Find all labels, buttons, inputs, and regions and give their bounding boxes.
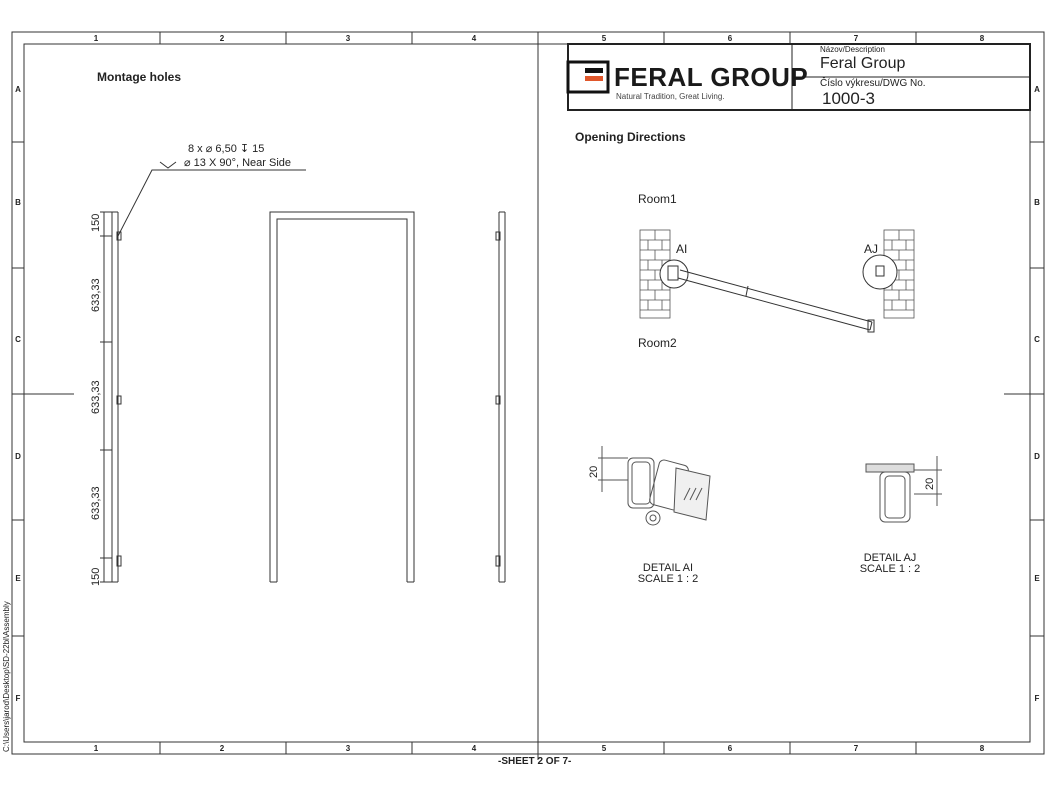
zone-col-7: 7 (853, 34, 859, 43)
room1-label: Room1 (638, 192, 677, 206)
callout-line-1: 8 x ⌀ 6,50 ↧ 15 (188, 143, 265, 155)
file-path: C:\Users\jarod\Desktop\SD-22bl\Assembly (2, 601, 11, 752)
dim-ai: 20 (588, 465, 600, 478)
zone-col-2-bottom: 2 (219, 744, 225, 753)
feral-logo-icon (568, 62, 608, 92)
zone-col-3-bottom: 3 (345, 744, 351, 753)
detail-ai-drawing (598, 446, 710, 525)
zone-col-8: 8 (979, 34, 985, 43)
zone-col-6-bottom: 6 (727, 744, 733, 753)
zone-row-e: E (15, 574, 21, 583)
zone-row-c: C (15, 335, 21, 344)
zone-row-f-right: F (1034, 694, 1040, 703)
dim-633-2: 633,33 (90, 380, 102, 414)
logo-text: FERAL GROUP (614, 62, 809, 92)
dwg-number-label: Číslo výkresu/DWG No. (820, 78, 926, 89)
zone-col-6: 6 (727, 34, 733, 43)
zone-row-a: A (15, 85, 21, 94)
room2-label: Room2 (638, 336, 677, 350)
zone-row-d: D (15, 452, 21, 461)
marker-ai: AI (676, 242, 688, 256)
zone-row-b-right: B (1034, 198, 1040, 207)
description-value: Feral Group (820, 55, 906, 72)
dim-aj: 20 (924, 477, 936, 490)
dwg-number-value: 1000-3 (822, 89, 875, 108)
detail-ai-scale: SCALE 1 : 2 (637, 573, 699, 585)
callout-line-2: ⌀ 13 X 90°, Near Side (184, 157, 292, 169)
zone-row-b: B (15, 198, 21, 207)
zone-row-d-right: D (1034, 452, 1040, 461)
zone-col-1-bottom: 1 (93, 744, 99, 753)
detail-aj-scale: SCALE 1 : 2 (859, 563, 921, 575)
dim-633-1: 633,33 (90, 278, 102, 312)
sheet-number: -SHEET 2 OF 7- (498, 756, 572, 767)
zone-row-a-right: A (1034, 85, 1040, 94)
zone-col-7-bottom: 7 (853, 744, 859, 753)
detail-ai-title: DETAIL AI (642, 562, 694, 574)
zone-row-c-right: C (1034, 335, 1040, 344)
dim-633-3: 633,33 (90, 486, 102, 520)
description-label: Názov/Description (820, 45, 885, 54)
zone-col-2: 2 (219, 34, 225, 43)
montage-holes-title: Montage holes (97, 70, 182, 84)
zone-row-f: F (15, 694, 21, 703)
zone-col-1: 1 (93, 34, 99, 43)
zone-col-3: 3 (345, 34, 351, 43)
zone-col-5-bottom: 5 (601, 744, 607, 753)
dim-150-top: 150 (90, 213, 102, 232)
zone-col-8-bottom: 8 (979, 744, 985, 753)
zone-col-5: 5 (601, 34, 607, 43)
zone-col-4-bottom: 4 (471, 744, 477, 753)
logo-tagline: Natural Tradition, Great Living. (616, 92, 725, 101)
marker-aj: AJ (864, 242, 879, 256)
dim-150-bottom: 150 (90, 567, 102, 586)
zone-col-4: 4 (471, 34, 477, 43)
zone-row-e-right: E (1034, 574, 1040, 583)
detail-aj-title: DETAIL AJ (863, 552, 917, 564)
opening-directions-title: Opening Directions (575, 130, 686, 144)
